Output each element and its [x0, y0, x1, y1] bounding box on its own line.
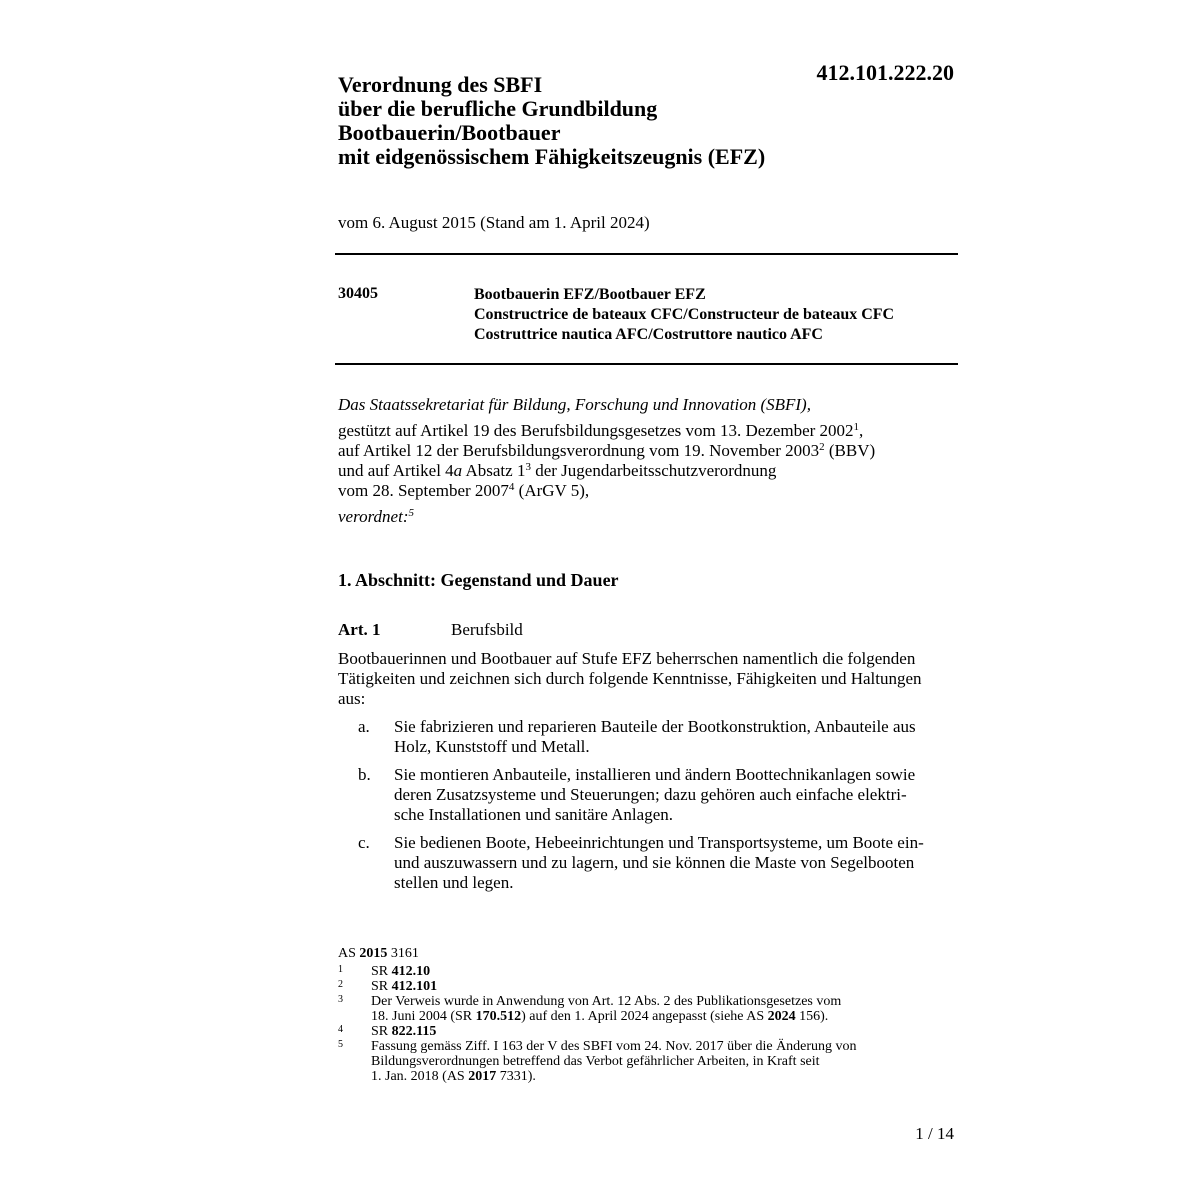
profession-code: 30405 — [338, 285, 378, 302]
bottom-divider — [335, 363, 958, 365]
list-item — [338, 717, 958, 757]
sr-number: 412.101.222.20 — [816, 60, 954, 85]
footnote-text: Fassung gemäss Ziff. I 163 der V des SBFI vom 24. Nov. 2017 über die Änderung von Bildungsverordnungen betreffend das Verbot gefährlicher Arbeiten, in Kraft seit 1. Jan. 2018 (AS 2017 7331). — [371, 1039, 857, 1084]
page-number: 1 / 14 — [915, 1124, 954, 1143]
footnote — [338, 979, 958, 994]
footnote-text: SR 412.10 — [371, 964, 431, 979]
legal-basis — [338, 421, 958, 501]
section-heading: 1. Abschnitt: Gegenstand und Dauer — [338, 570, 619, 590]
preamble-issuer: Das Staatssekretariat für Bildung, Forschung und Innovation (SBFI), — [338, 395, 811, 414]
article-intro: Bootbauerinnen und Bootbauer auf Stufe EFZ beherrschen namentlich die folgenden Tätigkeiten und zeichnen sich durch folgende Kenntnisse, Fähigkeiten und Haltungen aus: — [338, 649, 922, 708]
enactment-clause: verordnet:$^5$ — [338, 507, 414, 526]
profession-name-de: Bootbauerin EFZ/Bootbauer EFZ — [474, 286, 706, 303]
list-item-text: Sie fabrizieren und reparieren Bauteile der Bootkonstruktion, Anbauteile aus Holz, Kunststoff und Metall. — [394, 717, 916, 756]
list-item-text: Sie montieren Anbauteile, installieren und ändern Boottechnikanlagen sowie deren Zusatzsysteme und Steuerungen; dazu gehören auch einfache elektri- sche Installationen und sanitäre Anlagen. — [394, 765, 916, 824]
footnote-number: 3 — [338, 994, 343, 1005]
article-title: Berufsbild — [451, 620, 523, 639]
list-item — [338, 765, 958, 825]
footnote — [338, 964, 958, 979]
title-line: Verordnung des SBFI — [338, 72, 543, 97]
preamble — [338, 395, 958, 527]
footnote-number: 4 — [338, 1024, 343, 1035]
list-item-text: Sie bedienen Boote, Hebeeinrichtungen und Transportsysteme, um Boote ein- und auszuwassern und zu lagern, und sie können die Maste von Segelbooten stellen und legen. — [394, 833, 924, 892]
list-item-letter: c. — [358, 833, 370, 852]
footnote — [338, 994, 958, 1024]
legal-basis-line: gestützt auf Artikel 19 des Berufsbildungsgesetzes vom 13. Dezember 2002$^1$, — [338, 421, 864, 440]
article-body — [338, 649, 958, 901]
legal-basis-line: auf Artikel 12 der Berufsbildungsverordnung vom 19. November 2003$^2$ (BBV) — [338, 441, 876, 460]
profession-names — [474, 285, 894, 345]
title-line: mit eidgenössischem Fähigkeitszeugnis (EFZ) — [338, 144, 766, 169]
footnote-ref-1[interactable]: 1 — [853, 421, 860, 433]
footnote-ref-2[interactable]: 2 — [819, 441, 825, 453]
article-items — [338, 717, 958, 893]
footnote-number: 5 — [338, 1039, 343, 1050]
title-line: über die berufliche Grundbildung — [338, 96, 658, 121]
document-title — [338, 73, 858, 169]
profession-name-it: Costruttrice nautica AFC/Costruttore nautico AFC — [474, 326, 823, 343]
as-reference: AS 2015 3161 — [338, 946, 419, 961]
footnote-ref-3[interactable]: 3 — [525, 461, 531, 473]
list-item-letter: b. — [358, 765, 371, 784]
footnote — [338, 1024, 958, 1039]
legal-basis-line: und auf Artikel 4a Absatz $1^3$ der Jugendarbeitsschutzverordnung — [338, 461, 777, 480]
footnotes — [338, 946, 958, 1084]
article-number: Art. 1 — [338, 620, 381, 639]
footnote-text: SR 412.101 — [371, 979, 438, 994]
footnote-text: SR 822.115 — [371, 1024, 437, 1039]
legal-basis-line: vom 28. September 2007$^4$ (ArGV 5), — [338, 481, 590, 500]
footnote-ref-5[interactable]: 5 — [408, 507, 414, 519]
footnote-text: Der Verweis wurde in Anwendung von Art. 12 Abs. 2 des Publikationsgesetzes vom 18. Juni 2004 (SR 170.512) auf den 1. April 2024 angepasst (siehe AS 2024 156). — [371, 994, 842, 1024]
title-line: Bootbauerin/Bootbauer — [338, 120, 561, 145]
list-item-letter: a. — [358, 717, 370, 736]
date-line: vom 6. August 2015 (Stand am 1. April 2024) — [338, 213, 650, 232]
footnote-number: 1 — [338, 964, 343, 975]
profession-name-fr: Constructrice de bateaux CFC/Constructeur de bateaux CFC — [474, 306, 895, 323]
footnote-number: 2 — [338, 979, 343, 990]
footnote-ref-4[interactable]: 4 — [508, 481, 515, 493]
footnote — [338, 1039, 958, 1084]
top-divider — [335, 253, 958, 255]
list-item — [338, 833, 958, 893]
